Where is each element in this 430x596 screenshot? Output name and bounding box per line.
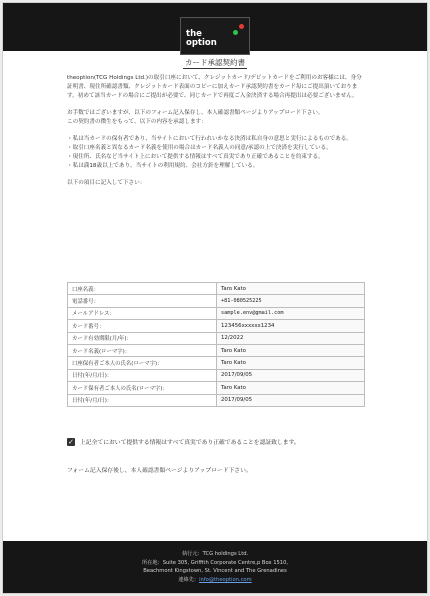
agreement-item: ・現住所、氏名など当サイト上において提供する情報はすべて真実であり正確であることを約束する。 [67, 154, 324, 160]
footer-contact: 連絡先：info@theoption.com [178, 576, 252, 583]
form-field-label: 口座名義： [68, 283, 217, 295]
form-field-value[interactable]: Taro Kato [217, 382, 365, 394]
form-field-value[interactable]: +81-080525225 [217, 295, 365, 307]
consent-row[interactable] [67, 437, 377, 446]
form-field-value[interactable]: 123456xxxxxx1234 [217, 320, 365, 332]
intro-section [67, 74, 367, 188]
form-field-value[interactable]: Taro Kato [217, 344, 365, 356]
agreement-item: ・取引口座名義と異なるカード名義を使用の場合はカード名義人の同意/承認の上で決済を実行している。 [67, 145, 332, 151]
theoption-logo [180, 17, 250, 55]
form-field-value[interactable]: Taro Kato [217, 357, 365, 369]
logo-text: the option [186, 29, 217, 48]
form-row [68, 382, 365, 394]
form-row [68, 295, 365, 307]
form-field-label: メールアドレス： [68, 307, 217, 319]
form-row [68, 357, 365, 369]
form-field-label: 日付(年/月/日)： [68, 369, 217, 381]
logo-red-dot [239, 24, 244, 29]
form-field-label: 電話番号： [68, 295, 217, 307]
form-row [68, 307, 365, 319]
form-field-value[interactable]: 2017/09/05 [217, 369, 365, 381]
form-field-value[interactable]: sample.env@gmail.com [217, 307, 365, 319]
form-row [68, 344, 365, 356]
form-row [68, 369, 365, 381]
form-field-label: 日付(年/月/日)： [68, 394, 217, 406]
agreement-item: ・私は満18歳以上であり、当サイトの利用規約、会社方針を理解している。 [67, 163, 259, 169]
form-field-label: カード保有者ご本人の氏名(ローマ字)： [68, 382, 217, 394]
intro-paragraph: theoption(TCG Holdings Ltd.)の取引口座において、クレジットカード/デビットカードをご利用のお客様には、身分証明書、現住所確認書類、クレジットカード表面のコピーに加えカード承認契約書をカード毎にご提出頂いております。初めて該当カードの場合にご提出が必要で、同じカードで再度ご入金決済する場合再提出は必要ございません。 [67, 75, 362, 99]
form-field-value[interactable]: 2017/09/05 [217, 394, 365, 406]
agreement-lead: この契約書の徴生をもって、以下の内容を承認します： [67, 119, 207, 125]
form-instruction: 以下の項目に記入して下さい： [67, 180, 146, 186]
footer-address-line2: Beachmont Kingstown, St. Vincent and The Grenadines [143, 568, 287, 575]
form-row [68, 332, 365, 344]
form-row [68, 283, 365, 295]
card-approval-form [67, 282, 365, 407]
consent-checkbox[interactable]: ✓ [68, 437, 74, 446]
form-field-label: カード有効期限(月/年)： [68, 332, 217, 344]
form-row [68, 394, 365, 406]
logo-green-dot [233, 30, 238, 35]
form-field-label: カード番号： [68, 320, 217, 332]
agreement-item: ・私は当カードの保有者であり、当サイトにおいて行われいかなる決済は私自身の意思と実行によるものである。 [67, 136, 352, 142]
footer [3, 541, 427, 594]
consent-text: 上記全てにおいて提供する情報はすべて真実であり正確であることを認証致します。 [80, 440, 300, 446]
form-row [68, 320, 365, 332]
form-field-label: 口座保有者ご本人の氏名(ローマ字)： [68, 357, 217, 369]
closing-instruction: フォーム記入保存後し、本人確認書類ページよりアップロード下さい。 [67, 468, 252, 474]
form-field-label: カード名義(ローマ字)： [68, 344, 217, 356]
document-page [2, 2, 428, 594]
footer-operator: 執行元：TCG holdings Ltd. [181, 551, 249, 557]
form-field-value[interactable]: 12/2022 [217, 332, 365, 344]
footer-address-line1: 所在地：Suite 305, Griffith Corporate Centre,p Box 1510, [141, 559, 289, 566]
form-field-value[interactable]: Taro Kato [217, 283, 365, 295]
document-title: カード承認契約書 [185, 58, 245, 67]
instruction-paragraph: お手数ではございますが、以下のフォーム記入保存し、本人確認書類ページよりアップロード下さい。 [67, 110, 324, 116]
footer-email-link[interactable]: info@theoption.com [199, 576, 252, 583]
